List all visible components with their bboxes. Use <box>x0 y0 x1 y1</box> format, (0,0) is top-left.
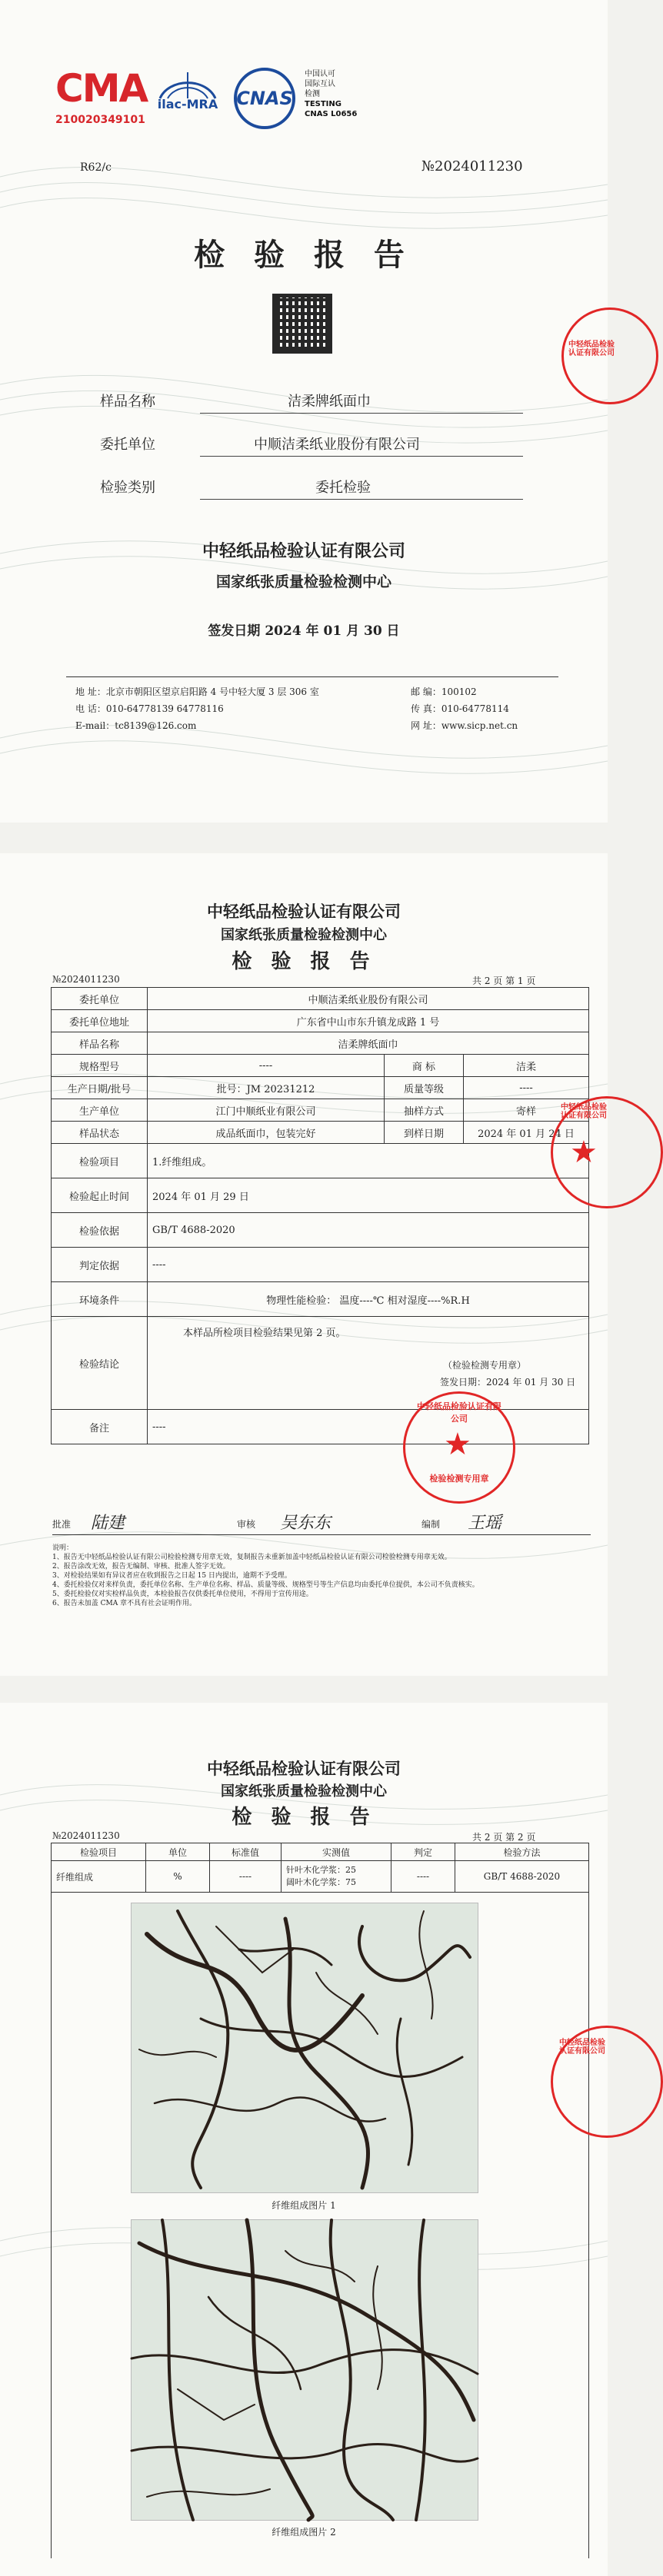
table-row <box>52 1213 589 1248</box>
brand-label: 商 标 <box>385 1055 464 1077</box>
seal-text: 中轻纸品检验认证有限公司 <box>561 1103 607 1120</box>
signature-row <box>52 1510 591 1535</box>
center-name: 国家纸张质量检验检测中心 <box>215 573 391 590</box>
cover-field-client <box>100 427 523 457</box>
notes-block <box>52 1544 591 1608</box>
inspection-info-table <box>51 987 589 1444</box>
qr-code <box>272 294 332 354</box>
review-signature: 吴东东 <box>280 1514 332 1533</box>
report-page-2 <box>0 1703 608 2576</box>
seal-text: 中轻纸品检验认证有限公司 <box>559 2039 605 2056</box>
header-cell: 检验方法 <box>455 1843 589 1861</box>
cover-page <box>0 0 615 823</box>
env-label: 环境条件 <box>52 1282 148 1317</box>
fiber-micrograph-2 <box>132 2220 478 2520</box>
report-number: №2024011230 <box>52 1830 120 1841</box>
measured-line: 阔叶木化学浆：75 <box>286 1877 356 1887</box>
conclusion-cell <box>148 1317 589 1410</box>
note-item: 1、报告无中轻纸品检验认证有限公司检验检测专用章无效，复制报告未重新加盖中轻纸品检验认证有限公司检验检测专用章无效。 <box>52 1554 451 1561</box>
note-item: 4、委托检验仅对来样负责，委托单位名称、生产单位名称、样品、质量等级、规格型号等生产信息均由委托单位提供，本公司不负责核实。 <box>52 1581 479 1589</box>
maker-label: 生产单位 <box>52 1099 148 1122</box>
seal-date: 签发日期：2024 年 01 月 30 日 <box>440 1377 576 1388</box>
cnas-caption-line: CNAS L0656 <box>305 110 358 118</box>
report-title: 检 验 报 告 <box>232 950 376 973</box>
fiber-caption-1: 纤维组成图片 1 <box>272 2200 336 2211</box>
basis-label: 检验依据 <box>52 1213 148 1248</box>
table-row <box>52 1178 589 1213</box>
table-header-row <box>52 1843 589 1861</box>
client-label: 委托单位 <box>52 988 148 1010</box>
org-name: 中轻纸品检验认证有限公司 <box>207 1759 401 1778</box>
field-value: 洁柔牌纸面巾 <box>288 394 371 410</box>
grade-label: 质量等级 <box>385 1077 464 1099</box>
sample-label: 样品名称 <box>52 1032 148 1055</box>
seal-star-icon: ★ <box>570 1135 598 1170</box>
table-row <box>52 1077 589 1099</box>
std-cell: ---- <box>210 1861 282 1893</box>
cma-logo-text: CMA <box>55 66 148 111</box>
red-seal-right <box>551 2026 663 2138</box>
item-cell: 纤维组成 <box>52 1861 146 1893</box>
sampling-label: 抽样方式 <box>385 1099 464 1122</box>
arrive-label: 到样日期 <box>385 1122 464 1144</box>
report-number: №2024011230 <box>52 974 120 985</box>
table-row <box>52 1032 589 1055</box>
basis-value: GB/T 4688-2020 <box>148 1213 589 1248</box>
fiber-image-1 <box>131 1903 478 2193</box>
header-cell: 判定 <box>391 1843 455 1861</box>
unit-cell: % <box>146 1861 210 1893</box>
edit-label: 编制 <box>421 1519 441 1530</box>
contact-block <box>66 676 558 746</box>
table-row <box>52 1317 589 1410</box>
page-info: 共 2 页 第 1 页 <box>472 976 536 986</box>
spec-label: 规格型号 <box>52 1055 148 1077</box>
table-row <box>52 1282 589 1317</box>
red-seal-conclusion <box>403 1391 515 1504</box>
field-label: 检验类别 <box>100 480 155 496</box>
header-cell: 实测值 <box>282 1843 391 1861</box>
cnas-caption-line: TESTING <box>305 100 341 108</box>
table-row <box>52 1144 589 1178</box>
page-info: 共 2 页 第 2 页 <box>472 1832 536 1843</box>
judge-label: 判定依据 <box>52 1248 148 1282</box>
sampling-value: 寄样 <box>464 1099 589 1122</box>
spec-value: ---- <box>148 1055 385 1077</box>
notes-title: 说明： <box>52 1544 74 1552</box>
note-item: 2、报告涂改无效，报告无编制、审核、批准人签字无效。 <box>52 1563 230 1571</box>
cnas-caption <box>305 69 357 119</box>
report-page-1 <box>0 853 608 1676</box>
table-row <box>52 1010 589 1032</box>
note-item: 3、对检验结果如有异议者应在收到报告之日起 15 日内提出，逾期不予受理。 <box>52 1572 292 1580</box>
fiber-caption-2: 纤维组成图片 2 <box>272 2527 336 2538</box>
cover-field-category <box>100 470 523 500</box>
contact-fax: 传 真：010-64778114 <box>411 703 509 714</box>
cnas-caption-line: 国际互认 <box>305 80 335 88</box>
edit-signature: 王瑶 <box>468 1514 502 1533</box>
method-cell: GB/T 4688-2020 <box>455 1861 589 1893</box>
report-number: №2024011230 <box>421 158 523 175</box>
report-title: 检 验 报 告 <box>194 237 414 273</box>
table-row <box>52 1055 589 1077</box>
contact-email: E-mail：tc8139@126.com <box>75 720 197 731</box>
table-row <box>52 1122 589 1144</box>
fiber-image-2 <box>131 2219 478 2521</box>
seal-text: 中轻纸品检验认证有限公司 <box>417 1401 501 1424</box>
test-date-label: 检验起止时间 <box>52 1178 148 1213</box>
brand-value: 洁柔 <box>464 1055 589 1077</box>
conclusion-label: 检验结论 <box>52 1317 148 1410</box>
cnas-logo-text: CNAS <box>236 88 293 109</box>
client-value: 中顺洁柔纸业股份有限公司 <box>148 988 589 1010</box>
items-value: 1.纤维组成。 <box>148 1144 589 1178</box>
header-cell: 单位 <box>146 1843 210 1861</box>
conclusion-value: 本样品所检项目检验结果见第 2 页。 <box>183 1328 346 1339</box>
items-label: 检验项目 <box>52 1144 148 1178</box>
note-item: 5、委托检验仅对实检样品负责，本检验报告仅供委托单位使用，不得用于宣传用途。 <box>52 1590 313 1598</box>
maker-value: 江门中顺纸业有限公司 <box>148 1099 385 1122</box>
client-addr-label: 委托单位地址 <box>52 1010 148 1032</box>
test-date-value: 2024 年 01 月 29 日 <box>148 1178 589 1213</box>
header-cell: 检验项目 <box>52 1843 146 1861</box>
approve-label: 批准 <box>52 1519 72 1530</box>
client-addr-value: 广东省中山市东升镇龙成路 1 号 <box>148 1010 589 1032</box>
report-title: 检 验 报 告 <box>232 1806 376 1829</box>
measured-cell <box>282 1861 391 1893</box>
contact-web: 网 址：www.sicp.net.cn <box>411 720 518 731</box>
note-item: 6、报告未加盖 CMA 章不具有社会证明作用。 <box>52 1600 197 1607</box>
remark-value: ---- <box>148 1410 589 1444</box>
issue-date: 签发日期 2024 年 01 月 30 日 <box>208 623 400 639</box>
grade-value: ---- <box>464 1077 589 1099</box>
state-label: 样品状态 <box>52 1122 148 1144</box>
field-label: 委托单位 <box>100 437 155 453</box>
center-name: 国家纸张质量检验检测中心 <box>221 927 387 943</box>
fiber-micrograph-1 <box>132 1903 478 2192</box>
field-value: 委托检验 <box>315 480 371 496</box>
cma-logo <box>55 66 148 111</box>
red-seal-right <box>551 1096 663 1208</box>
date-batch-value: 批号：JM 20231212 <box>148 1077 385 1099</box>
table-row <box>52 1099 589 1122</box>
field-label: 样品名称 <box>100 394 155 410</box>
ilac-mra-logo <box>154 68 222 118</box>
table-row <box>52 988 589 1010</box>
header-cell: 标准值 <box>210 1843 282 1861</box>
sample-value: 洁柔牌纸面巾 <box>148 1032 589 1055</box>
contact-phone: 电 话：010-64778139 64778116 <box>75 703 224 714</box>
org-name: 中轻纸品检验认证有限公司 <box>202 541 405 561</box>
approve-signature: 陆建 <box>91 1514 125 1533</box>
judge-cell: ---- <box>391 1861 455 1893</box>
red-seal <box>561 307 658 404</box>
state-value: 成品纸面巾，包装完好 <box>148 1122 385 1144</box>
cnas-caption-line: 中国认可 <box>305 70 335 78</box>
judge-value: ---- <box>148 1248 589 1282</box>
contact-postcode: 邮 编：100102 <box>411 686 477 697</box>
cnas-caption-line: 检测 <box>305 90 320 98</box>
table-row <box>52 1861 589 1893</box>
arrive-value: 2024 年 01 月 24 日 <box>464 1122 589 1144</box>
field-value: 中顺洁柔纸业股份有限公司 <box>254 437 420 453</box>
cnas-logo <box>228 66 302 131</box>
ilac-logo-text: ilac-MRA <box>157 97 218 111</box>
center-name: 国家纸张质量检验检测中心 <box>221 1783 387 1800</box>
date-batch-label: 生产日期/批号 <box>52 1077 148 1099</box>
r-code: R62/c <box>80 161 112 174</box>
seal-text: 中轻纸品检验认证有限公司 <box>568 341 615 357</box>
cma-number: 210020349101 <box>55 114 145 126</box>
cover-field-sample <box>100 384 523 414</box>
contact-address: 地 址：北京市朝阳区望京启阳路 4 号中轻大厦 3 层 306 室 <box>75 686 319 697</box>
env-value: 物理性能检验： 温度----℃ 相对湿度----%R.H <box>148 1282 589 1317</box>
seal-star-icon: ★ <box>444 1427 471 1462</box>
remark-label: 备注 <box>52 1410 148 1444</box>
review-label: 审核 <box>237 1519 256 1530</box>
measured-line: 针叶木化学浆：25 <box>286 1865 356 1875</box>
table-row <box>52 1248 589 1282</box>
org-name: 中轻纸品检验认证有限公司 <box>207 902 401 921</box>
seal-bottom-text: 检验检测专用章 <box>429 1474 489 1484</box>
seal-note: （检验检测专用章） <box>443 1360 527 1371</box>
